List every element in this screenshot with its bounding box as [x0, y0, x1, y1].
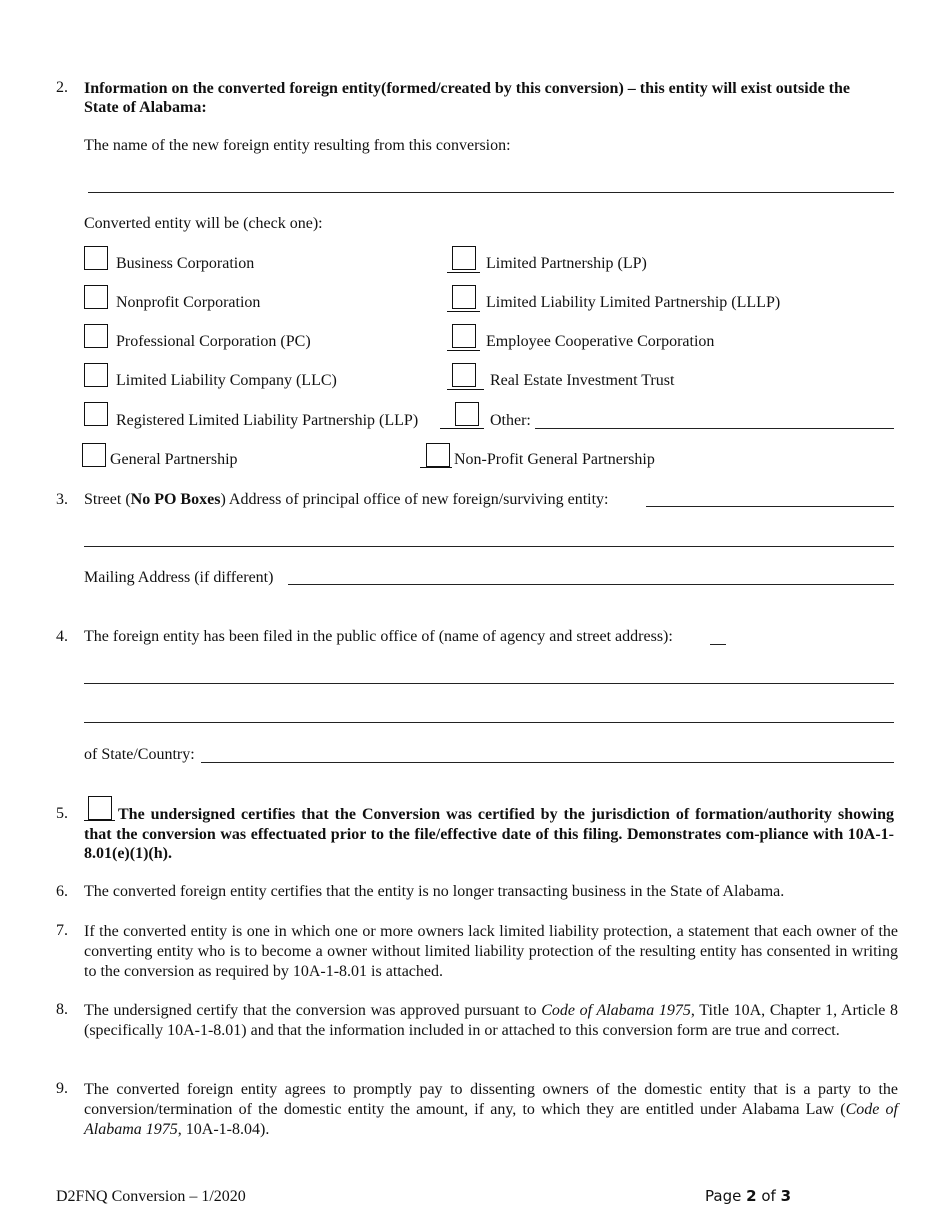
public-office-field-line3[interactable] — [84, 722, 894, 723]
option-label: Real Estate Investment Trust — [490, 372, 675, 389]
item-8-text-b: , Title 10A, Chapter 1, Article 8 (specifically 10A-1-8.01) and that the information included in or attached to this conversion form are true and correct. — [84, 1002, 899, 1039]
public-office-label: The foreign entity has been filed in the public office of (name of agency and street address): — [84, 628, 673, 645]
checkbox-llc[interactable] — [84, 363, 108, 387]
checkbox-underline — [447, 311, 480, 312]
checkbox-limited-partnership[interactable] — [452, 246, 476, 270]
checkbox-general-partnership[interactable] — [82, 443, 106, 467]
page-of: of — [761, 1187, 776, 1205]
page-total: 3 — [780, 1187, 792, 1205]
checkbox-llp[interactable] — [84, 402, 108, 426]
checkbox-nonprofit-corporation[interactable] — [84, 285, 108, 309]
checkbox-other[interactable] — [455, 402, 479, 426]
option-label: Business Corporation — [116, 255, 255, 272]
entity-name-prompt: The name of the new foreign entity resulting from this conversion: — [84, 137, 511, 154]
checkbox-business-corporation[interactable] — [84, 246, 108, 270]
checkbox-underline — [447, 389, 484, 390]
checkbox-underline — [440, 428, 484, 429]
street-address-field[interactable] — [646, 506, 894, 507]
no-po-boxes: No PO Boxes — [130, 491, 221, 508]
option-label: Employee Cooperative Corporation — [486, 333, 715, 350]
item-7-number: 7. — [56, 922, 68, 939]
item-8-text-a: The undersigned certify that the conversion was approved pursuant to — [84, 1002, 542, 1019]
checkbox-reit[interactable] — [452, 363, 476, 387]
item-2-heading: Information on the converted foreign entity(formed/created by this conversion) – this entity will exist outside the State of Alabama: — [84, 80, 850, 116]
certification-text: The undersigned certifies that the Conversion was certified by the jurisdiction of formation/authority showing that the conversion was effectuated prior to the file/effective date of this filing. Demonstrates com-pliance with 10A-1-8.01(e)(1)(h). — [84, 806, 894, 862]
page-word: Page — [705, 1187, 742, 1205]
option-label: Limited Liability Company (LLC) — [116, 372, 337, 389]
option-label: Limited Partnership (LP) — [486, 255, 647, 272]
page-current: 2 — [746, 1187, 757, 1205]
item-9-text-a: The converted foreign entity agrees to promptly pay to dissenting owners of the domestic entity that is a party to the conversion/termination of the domestic entity the amount, if any, to which they are entitled under Alabama Law ( — [84, 1081, 898, 1118]
state-country-field[interactable] — [201, 762, 894, 763]
public-office-field-line2[interactable] — [84, 683, 894, 684]
item-2-number: 2. — [56, 79, 68, 96]
option-label: Professional Corporation (PC) — [116, 333, 311, 350]
street-address-label — [84, 491, 609, 509]
item-6-text: The converted foreign entity certifies that the entity is no longer transacting business in the State of Alabama. — [84, 883, 785, 900]
item-7-text: If the converted entity is one in which one or more owners lack limited liability protection, a statement that each owner of the converting entity who is to become a owner without limited liability protection of the resulting entity has consented in writing to the conversion as required by 10A-1-8.01 is attached. — [84, 923, 898, 980]
item-8-number: 8. — [56, 1001, 68, 1018]
checkbox-lllp[interactable] — [452, 285, 476, 309]
mailing-address-label: Mailing Address (if different) — [84, 569, 274, 586]
item-9-text-b: , 10A-1-8.04). — [177, 1121, 270, 1138]
state-country-label: of State/Country: — [84, 746, 195, 763]
option-label: General Partnership — [110, 451, 238, 468]
item-4-number: 4. — [56, 628, 68, 645]
code-citation: Code of Alabama 1975 — [541, 1002, 691, 1019]
option-label: Nonprofit Corporation — [116, 294, 261, 311]
page-number — [705, 1187, 791, 1205]
code-citation: Code of Alabama 1975 — [84, 1101, 898, 1138]
entity-type-prompt: Converted entity will be (check one): — [84, 215, 323, 232]
street-label-post: ) Address of principal office of new foreign/surviving entity: — [220, 491, 609, 508]
item-3-number: 3. — [56, 491, 68, 508]
public-office-field[interactable] — [710, 644, 726, 645]
street-address-field-line2[interactable] — [84, 546, 894, 547]
other-field[interactable] — [535, 428, 894, 429]
checkbox-nonprofit-general-partnership[interactable] — [426, 443, 450, 467]
checkbox-professional-corporation[interactable] — [84, 324, 108, 348]
option-label: Registered Limited Liability Partnership (LLP) — [116, 412, 419, 429]
checkbox-underline — [447, 272, 480, 273]
form-id: D2FNQ Conversion – 1/2020 — [56, 1188, 246, 1205]
item-6-number: 6. — [56, 883, 68, 900]
option-label: Non-Profit General Partnership — [454, 451, 655, 468]
entity-name-field[interactable] — [88, 192, 894, 193]
option-label: Other: — [490, 412, 531, 429]
checkbox-underline — [420, 467, 452, 468]
option-label: Limited Liability Limited Partnership (LLLP) — [486, 294, 781, 311]
mailing-address-field[interactable] — [288, 584, 894, 585]
checkbox-underline — [447, 350, 480, 351]
item-9-number: 9. — [56, 1080, 68, 1097]
item-5-number: 5. — [56, 805, 68, 822]
checkbox-employee-cooperative[interactable] — [452, 324, 476, 348]
item-8-text — [84, 1001, 898, 1041]
item-9-text — [84, 1080, 898, 1140]
street-label-pre: Street ( — [84, 491, 131, 508]
